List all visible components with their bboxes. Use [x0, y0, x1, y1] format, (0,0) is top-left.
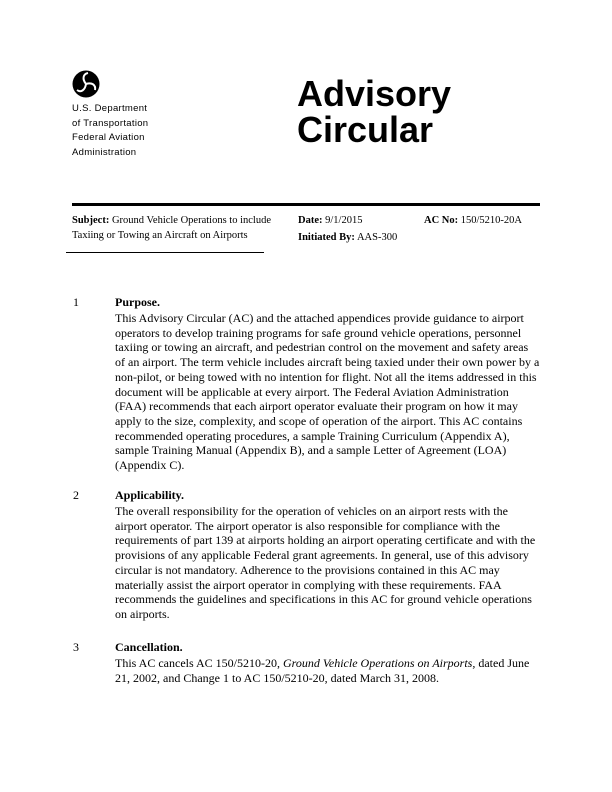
ac-number-label: AC No:: [424, 215, 459, 226]
date-label: Date:: [298, 215, 323, 226]
body-line: provisions of any applicable Federal grant agreements. In general, use of this advisory: [115, 548, 529, 563]
subject-label: Subject:: [72, 215, 110, 226]
section-heading: Purpose.: [115, 295, 160, 309]
body-text: This AC cancels AC 150/5210-20,: [115, 656, 283, 670]
body-line: The overall responsibility for the operation of vehicles on an airport rests with the: [115, 504, 508, 518]
title-line: Circular: [297, 109, 434, 150]
section-number: 2: [73, 488, 79, 502]
body-line: This Advisory Circular (AC) and the attached appendices provide guidance to airport: [115, 311, 524, 325]
subject-rule: [66, 252, 264, 253]
cited-title: Ground Vehicle Operations on Airports,: [283, 656, 476, 670]
body-line: circular is not mandatory. Adherence to the provisions contained in this AC may: [115, 562, 500, 577]
body-line: operators to develop training programs for safe ground vehicle operations, personnel: [115, 325, 522, 340]
section-heading: Applicability.: [115, 488, 185, 502]
initiated-label: Initiated By:: [298, 232, 355, 243]
body-line: on airports.: [115, 606, 170, 621]
section-number: 1: [73, 295, 79, 309]
section-body: [115, 504, 535, 622]
body-line: 21, 2002, and Change 1 to AC 150/5210-20, dated March 31, 2008.: [115, 670, 439, 685]
title-line: Advisory: [297, 73, 452, 114]
subject-block: [72, 213, 271, 243]
body-line: of an airport. The term vehicle includes aircraft being taxied under their own power by a: [115, 355, 540, 370]
body-line: (FAA) recommends that each airport operator evaluate their program on how it may: [115, 399, 518, 414]
body-text: dated June: [475, 656, 530, 670]
body-line: taxiing or towing an aircraft, and pedestrian control on the movement and safety areas: [115, 340, 529, 355]
document-title: [297, 73, 452, 150]
dot-logo-icon: [72, 70, 100, 98]
body-line: apply to the size, complexity, and scope of operation of the airport. This AC contains: [115, 413, 523, 428]
header-rule: [72, 203, 540, 206]
section-heading: Cancellation.: [115, 640, 183, 654]
body-line: recommends the guidelines and specifications in this AC for ground vehicle operations: [115, 592, 532, 607]
section-number: 3: [73, 640, 79, 654]
initiated-value: AAS-300: [356, 232, 398, 243]
agency-line: U.S. Department: [72, 103, 148, 114]
section-body: [115, 656, 529, 685]
body-line: document will be applicable at every airport. The Federal Aviation Administration: [115, 384, 509, 399]
body-line: sample Training Manual (Appendix B), and a sample Letter of Agreement (LOA): [115, 443, 507, 458]
body-line: materially assist the airport operator in complying with these requirements. FAA: [115, 577, 502, 592]
body-line: non-pilot, or being towed with no intention for flight. Not all the items addressed in this: [115, 369, 537, 384]
agency-line: Administration: [72, 146, 137, 158]
date-value: 9/1/2015: [325, 215, 363, 226]
agency-line: of Transportation: [72, 117, 149, 129]
body-line: airport operator. The airport operator is also responsible for compliance with the: [115, 518, 500, 533]
ac-number-block: [424, 213, 522, 228]
subject-value: Ground Vehicle Operations to include: [111, 215, 271, 226]
agency-line: Federal Aviation: [72, 132, 145, 143]
date-block: [298, 213, 397, 245]
section-body: [115, 311, 539, 473]
ac-number-value: 150/5210-20A: [460, 215, 522, 226]
body-line: recommended operating procedures, a sample Training Curriculum (Appendix A),: [115, 428, 510, 443]
agency-name: [72, 102, 148, 160]
body-line: requirements of part 139 at airports holding an airport operating certificate and with the: [115, 533, 536, 548]
subject-value: Taxiing or Towing an Aircraft on Airports: [72, 230, 248, 241]
body-line: (Appendix C).: [115, 458, 185, 473]
